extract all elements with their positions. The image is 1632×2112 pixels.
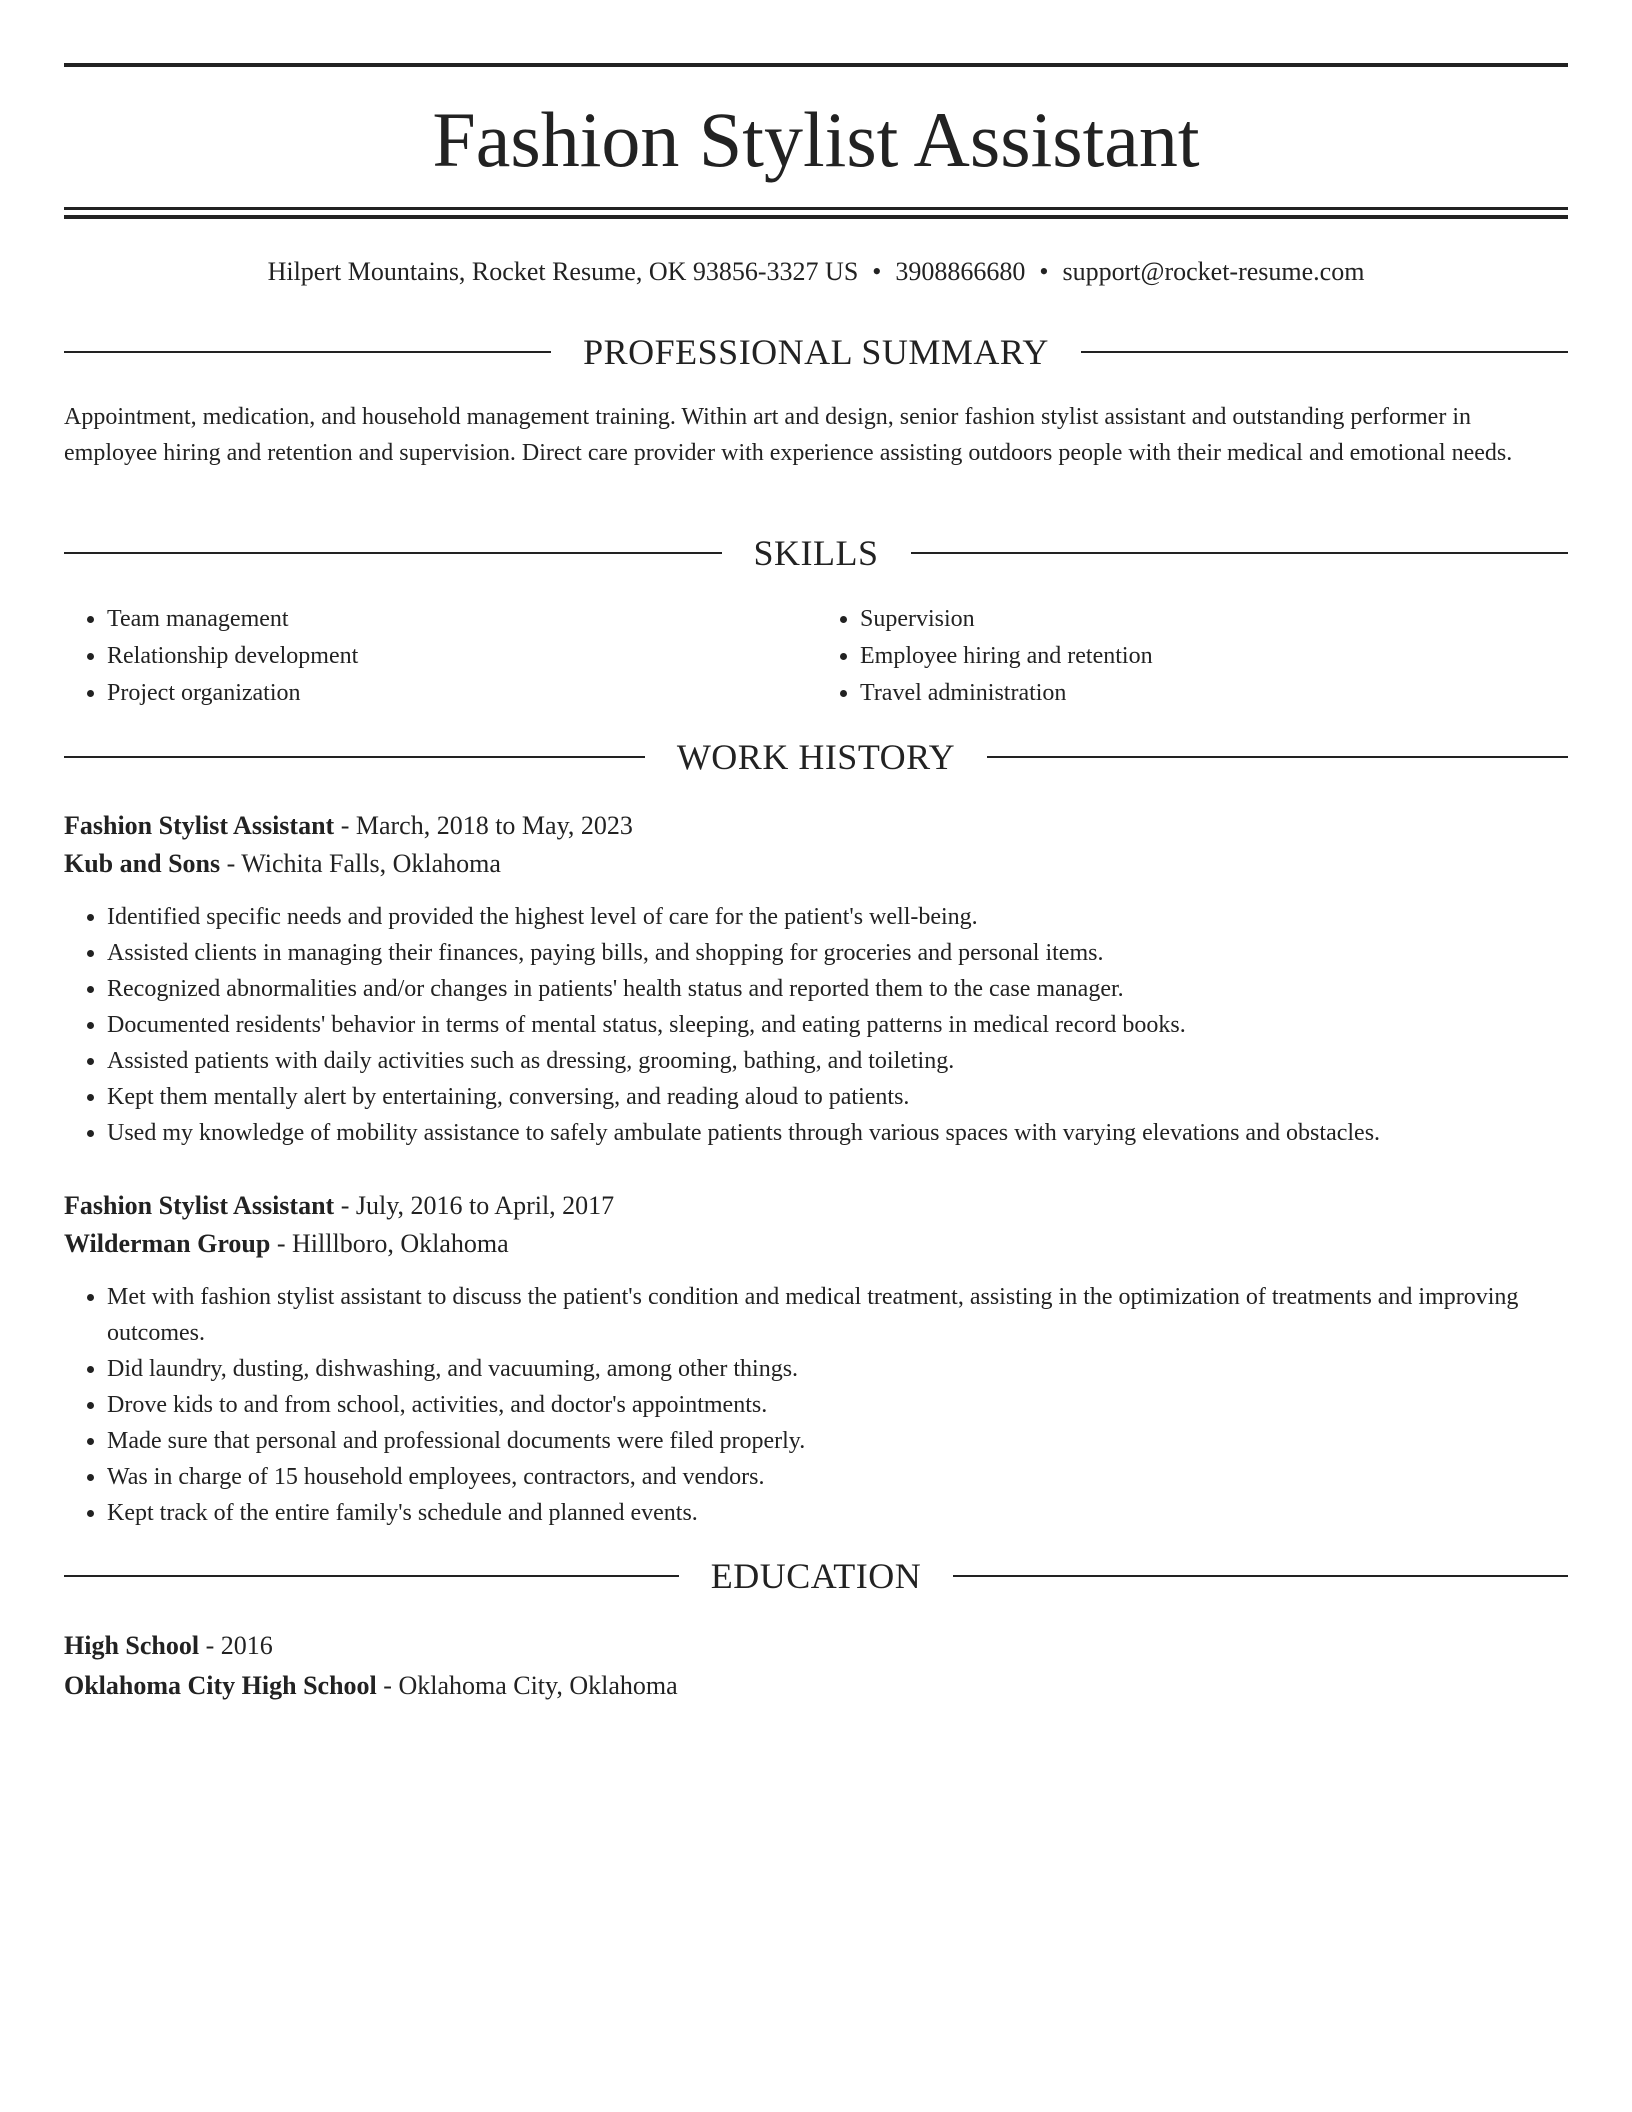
job-bullet: • Identified specific needs and provided the highest level of care for the patient's well-being. [107, 899, 1568, 935]
section-rule-right [987, 756, 1568, 758]
contact-email: support@rocket-resume.com [1062, 257, 1365, 286]
education-year: - 2016 [199, 1631, 273, 1660]
job-dates: - July, 2016 to April, 2017 [334, 1191, 615, 1220]
job-location: - Wichita Falls, Oklahoma [220, 849, 501, 878]
section-header-summary [64, 329, 1568, 375]
job-title: Fashion Stylist Assistant [64, 811, 335, 840]
job-bullet: • Used my knowledge of mobility assistance to safely ambulate patients through various spaces with varying elevations and obstacles. [107, 1115, 1568, 1151]
job-bullet: • Made sure that personal and professional documents were filed properly. [107, 1423, 1568, 1459]
job-bullet: • Met with fashion stylist assistant to discuss the patient's condition and medical treatment, assisting in the optimization of treatments and improving outcomes. [107, 1279, 1568, 1351]
job-bullet: • Drove kids to and from school, activities, and doctor's appointments. [107, 1387, 1568, 1423]
contact-separator: • [872, 257, 882, 286]
skill-item: • Team management [107, 601, 807, 638]
job-bullet: • Kept them mentally alert by entertaining, conversing, and reading aloud to patients. [107, 1079, 1568, 1115]
contact-line [64, 252, 1568, 292]
job-bullet: • Did laundry, dusting, dishwashing, and vacuuming, among other things. [107, 1351, 1568, 1387]
job-title-line [64, 1187, 1568, 1225]
job-entry [64, 1187, 1568, 1531]
job-bullet: • Documented residents' behavior in terms of mental status, sleeping, and eating patterns in medical record books. [107, 1007, 1568, 1043]
skill-item: • Supervision [860, 601, 1560, 638]
education-school: Oklahoma City High School [64, 1671, 377, 1700]
job-bullets [64, 1279, 1568, 1531]
section-title-education: EDUCATION [710, 1556, 922, 1596]
section-rule-left [64, 1575, 679, 1577]
section-title-work: WORK HISTORY [676, 737, 956, 777]
page-title: Fashion Stylist Assistant [432, 96, 1200, 183]
job-bullets [64, 899, 1568, 1151]
top-rule [64, 63, 1568, 67]
contact-address: Hilpert Mountains, Rocket Resume, OK 93856-3327 US [267, 257, 859, 286]
skills-column-right [817, 601, 1560, 712]
job-company-line [64, 1225, 1568, 1263]
job-bullet: • Was in charge of 15 household employees, contractors, and vendors. [107, 1459, 1568, 1495]
title-rule-upper [64, 207, 1568, 210]
job-company-line [64, 845, 1568, 883]
skill-item: • Relationship development [107, 638, 807, 675]
section-rule-left [64, 552, 722, 554]
job-company: Wilderman Group [64, 1229, 271, 1258]
section-header-education [64, 1553, 1568, 1599]
job-title-line [64, 807, 1568, 845]
skills-list [64, 601, 1568, 712]
contact-separator: • [1039, 257, 1049, 286]
section-rule-right [911, 552, 1569, 554]
education-degree-line [64, 1626, 1568, 1666]
contact-phone: 3908866680 [895, 257, 1026, 286]
section-rule-left [64, 351, 551, 353]
section-rule-left [64, 756, 645, 758]
section-rule-right [953, 1575, 1568, 1577]
education-degree: High School [64, 1631, 200, 1660]
job-title: Fashion Stylist Assistant [64, 1191, 335, 1220]
summary-text: Appointment, medication, and household management training. Within art and design, senior fashion stylist assistant and outstanding performer in employee hiring and retention and supervision. Direct care provider with experience assisting outdoors people with their medical and emotional needs. [64, 404, 1513, 466]
job-entry [64, 807, 1568, 1151]
section-header-work [64, 734, 1568, 780]
education-school-line [64, 1666, 1568, 1706]
job-bullet: • Recognized abnormalities and/or changes in patients' health status and reported them to the case manager. [107, 971, 1568, 1007]
title-rule-lower [64, 215, 1568, 219]
job-dates: - March, 2018 to May, 2023 [334, 811, 633, 840]
job-bullet: • Assisted clients in managing their finances, paying bills, and shopping for groceries and personal items. [107, 935, 1568, 971]
section-rule-right [1081, 351, 1568, 353]
education-location: - Oklahoma City, Oklahoma [376, 1671, 678, 1700]
education-entry [64, 1626, 1568, 1706]
skill-item: • Employee hiring and retention [860, 638, 1560, 675]
skills-column-left [64, 601, 807, 712]
section-title-skills: SKILLS [753, 533, 879, 573]
skill-item: • Travel administration [860, 675, 1560, 712]
job-company: Kub and Sons [64, 849, 221, 878]
section-header-skills [64, 530, 1568, 576]
job-bullet: • Kept track of the entire family's schedule and planned events. [107, 1495, 1568, 1531]
job-bullet: • Assisted patients with daily activities such as dressing, grooming, bathing, and toileting. [107, 1043, 1568, 1079]
skill-item: • Project organization [107, 675, 807, 712]
job-location: - Hilllboro, Oklahoma [270, 1229, 509, 1258]
section-title-summary: PROFESSIONAL SUMMARY [583, 332, 1049, 372]
